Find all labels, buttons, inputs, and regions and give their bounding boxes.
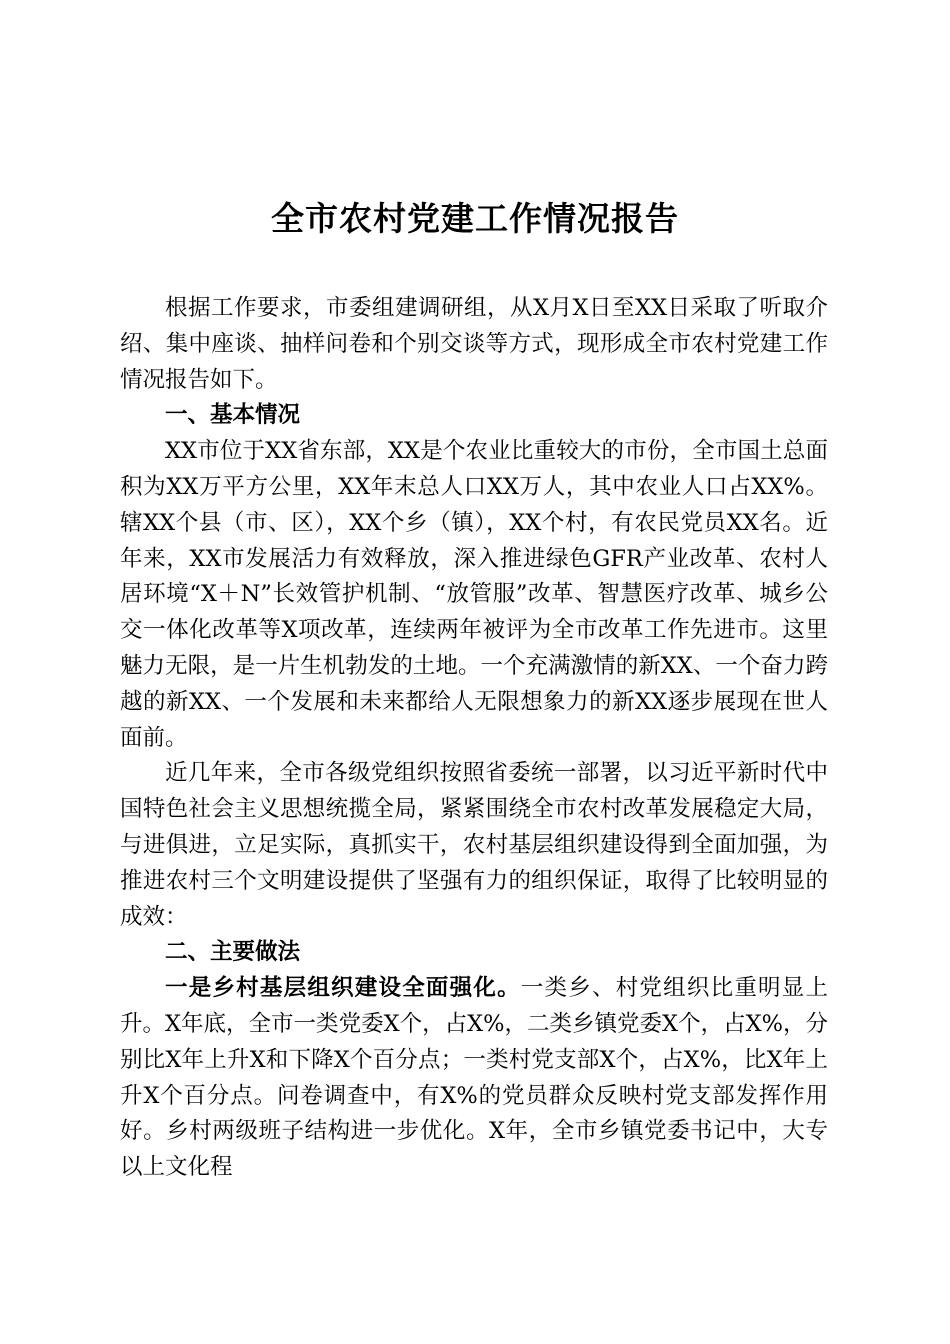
- main-practices-lead: 一是乡村基层组织建设全面强化。: [165, 975, 521, 1002]
- section-heading-basic-situation: 一、基本情况: [165, 402, 301, 429]
- document-body: [120, 291, 828, 1186]
- document-title: 全市农村党建工作情况报告: [271, 199, 679, 238]
- basic-situation-paragraph-1: XX市位于XX省东部，XX是个农业比重较大的市份，全市国土总面积为XX万平方公里，XX年末总人口XX万人，其中农业人口占XX%。辖XX个县（市、区），XX个乡（镇），XX个村，有农民党员XX名。近年来，XX市发展活力有效释放，深入推进绿色GFR产业改革、农村人居环境“X＋N”长效管护机制、“放管服”改革、智慧医疗改革、城乡公交一体化改革等X项改革，连续两年被评为全市改革工作先进市。这里魅力无限，是一片生机勃发的土地。一个充满激情的新XX、一个奋力跨越的新XX、一个发展和未来都给人无限想象力的新XX逐步展现在世人面前。: [120, 438, 828, 751]
- main-practices-lead-text: 一类乡、村党组织比重明显上升。X年底，全市一类党委X个，占X%，二类乡镇党委X个，占X%，分别比X年上升X和下降X个百分点；一类村党支部X个，占X%，比X年上升X个百分点。问卷调查中，有X%的党员群众反映村党支部发挥作用好。乡村两级班子结构进一步优化。X年，全市乡镇党委书记中，大专以上文化程: [120, 975, 828, 1181]
- intro-paragraph: 根据工作要求，市委组建调研组，从X月X日至XX日采取了听取介绍、集中座谈、抽样问卷和个别交谈等方式，现形成全市农村党建工作情况报告如下。: [120, 295, 828, 393]
- main-practices-paragraph-1: [120, 971, 828, 1186]
- basic-situation-paragraph-2: 近几年来，全市各级党组织按照省委统一部署，以习近平新时代中国特色社会主义思想统揽全局，紧紧围绕全市农村改革发展稳定大局，与进俱进，立足实际，真抓实干，农村基层组织建设得到全面加强，为推进农村三个文明建设提供了坚强有力的组织保证，取得了比较明显的成效：: [120, 760, 828, 930]
- section-heading-main-practices: 二、主要做法: [165, 939, 301, 966]
